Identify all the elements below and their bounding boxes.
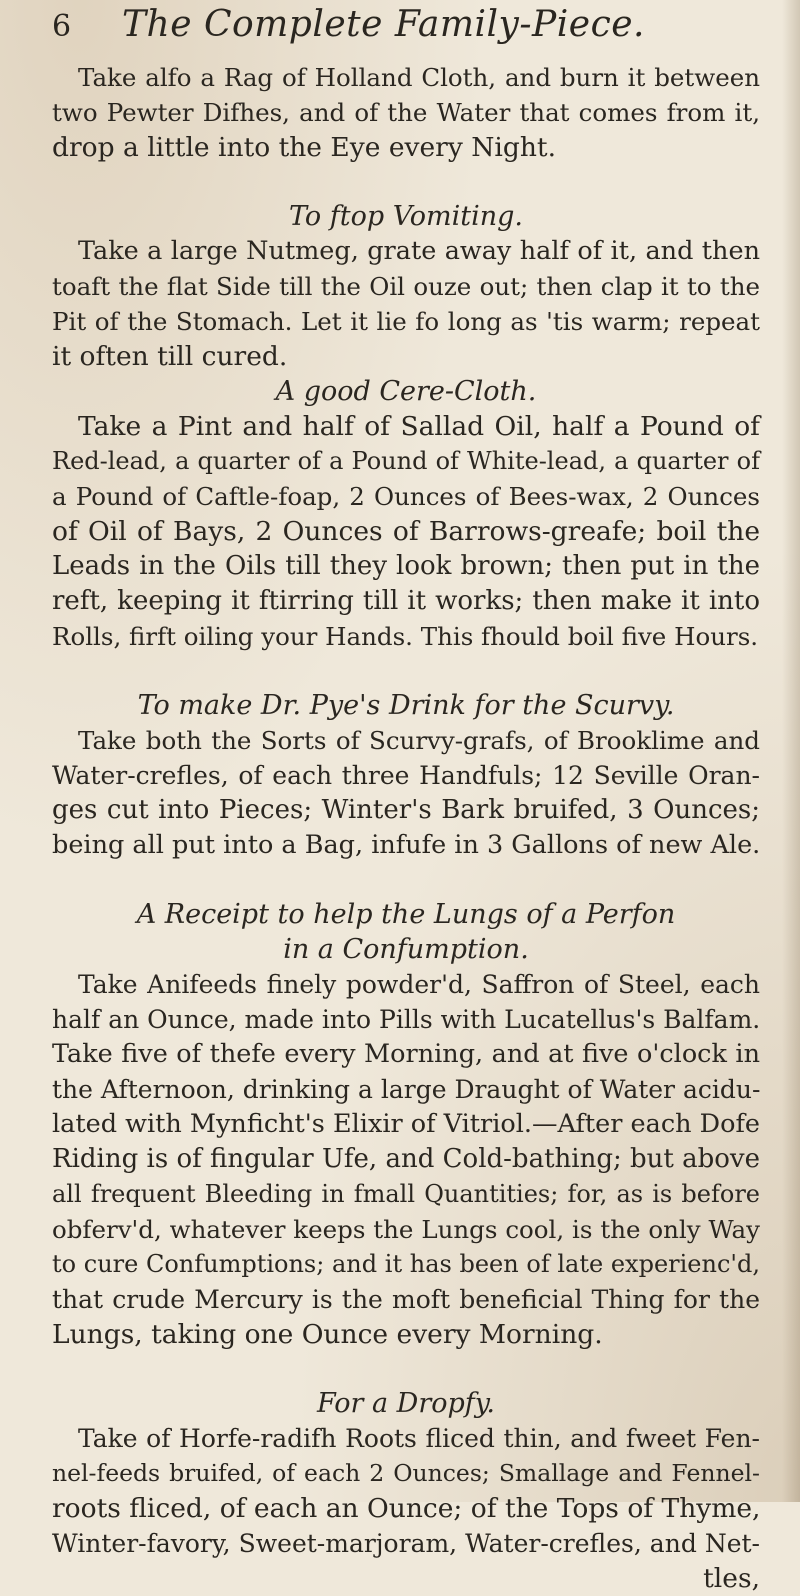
section-consumption-receipt [52,897,760,1352]
text-line: Winter-favory, Sweet-marjoram, Water-crefles, and Net- [52,1529,760,1558]
text-line: a Pound of Caftle-foap, 2 Ounces of Bees-wax, 2 Ounces [52,482,760,511]
section-scurvy-drink [52,688,760,863]
text-line: Take both the Sorts of Scurvy-grafs, of Brooklime and [78,726,760,755]
running-head [52,0,760,60]
text-line: lated with Mynficht's Elixir of Vitriol.—After each Dofe [52,1109,760,1139]
text-line: Take five of thefe every Morning, and at five o'clock in [52,1039,760,1069]
text-line: that crude Mercury is the moft beneficial Thing for the [52,1285,760,1314]
text-line: toaft the flat Side till the Oil ouze out; then clap it to the [52,272,760,301]
paragraph [52,409,760,654]
text-line: Water-crefles, of each three Handfuls; 12 Seville Oran- [52,761,760,790]
section-heading: A good Cere-Cloth. [275,376,537,407]
page-edge-shadow [782,0,800,1502]
text-line: Pit of the Stomach. Let it lie fo long as 'tis warm; repeat [52,307,760,336]
text-line: Leads in the Oils till they look brown; then put in the [52,551,760,581]
text-line: ges cut into Pieces; Winter's Bark bruifed, 3 Ounces; [52,795,760,825]
paragraph [52,723,760,863]
text-line: roots fliced, of each an Ounce; of the Tops of Thyme, [52,1493,761,1524]
text-line: reft, keeping it ftirring till it works; then make it into [52,586,760,616]
text-line: nel-feeds bruifed, of each 2 Ounces; Smallage and Fennel- [52,1459,760,1487]
text-line: tles, [703,1563,760,1594]
text-line: the Afternoon, drinking a large Draught of Water acidu- [52,1075,761,1104]
section-stop-vomiting [52,199,760,374]
running-title: The Complete Family-Piece. [122,4,645,45]
paragraph [52,1421,760,1596]
text-line: obferv'd, whatever keeps the Lungs cool, is the only Way [52,1215,760,1244]
text-line: two Pewter Difhes, and of the Water that comes from it, [52,98,760,127]
text-line: of Oil of Bays, 2 Ounces of Barrows-greafe; boil the [52,516,760,547]
text-line: Take a Pint and half of Sallad Oil, half a Pound of [78,411,760,442]
section-cere-cloth [52,374,760,654]
paragraph [52,234,760,374]
text-line: Take of Horfe-radifh Roots fliced thin, and fweet Fen- [78,1424,760,1453]
text-line: to cure Confumptions; and it has been of late experienc'd, [52,1250,760,1278]
paragraph [52,967,760,1352]
text-line: it often till cured. [52,341,288,372]
text-line: Take a large Nutmeg, grate away half of it, and then [78,236,760,266]
text-line: half an Ounce, made into Pills with Lucatellus's Balfam. [52,1005,761,1034]
section-heading: To make Dr. Pye's Drink for the Scurvy. [137,690,675,721]
text-line: Rolls, firft oiling your Hands. This fhould boil five Hours. [52,622,759,651]
text-line: all frequent Bleeding in fmall Quantities; for, as is before [52,1180,760,1208]
text-line: Red-lead, a quarter of a Pound of White-lead, a quarter of [52,447,760,475]
text-line: Take alfo a Rag of Holland Cloth, and burn it between [78,63,760,92]
text-line: Riding is of fingular Ufe, and Cold-bathing; but above [52,1144,760,1174]
section-eye-remedy [52,60,760,165]
text-line: being all put into a Bag, infufe in 3 Gallons of new Ale. [52,830,761,860]
text-line: Take Anifeeds finely powder'd, Saffron of Steel, each [78,970,760,999]
section-dropsy [52,1386,760,1596]
section-heading: A Receipt to help the Lungs of a Perfon in a Confumption. [136,899,676,965]
paragraph [52,60,760,165]
page-number: 6 [52,9,72,44]
text-line: drop a little into the Eye every Night. [52,132,557,163]
section-heading: For a Dropfy. [316,1388,496,1419]
text-line: Lungs, taking one Ounce every Morning. [52,1319,603,1350]
section-heading: To ftop Vomiting. [289,201,523,232]
